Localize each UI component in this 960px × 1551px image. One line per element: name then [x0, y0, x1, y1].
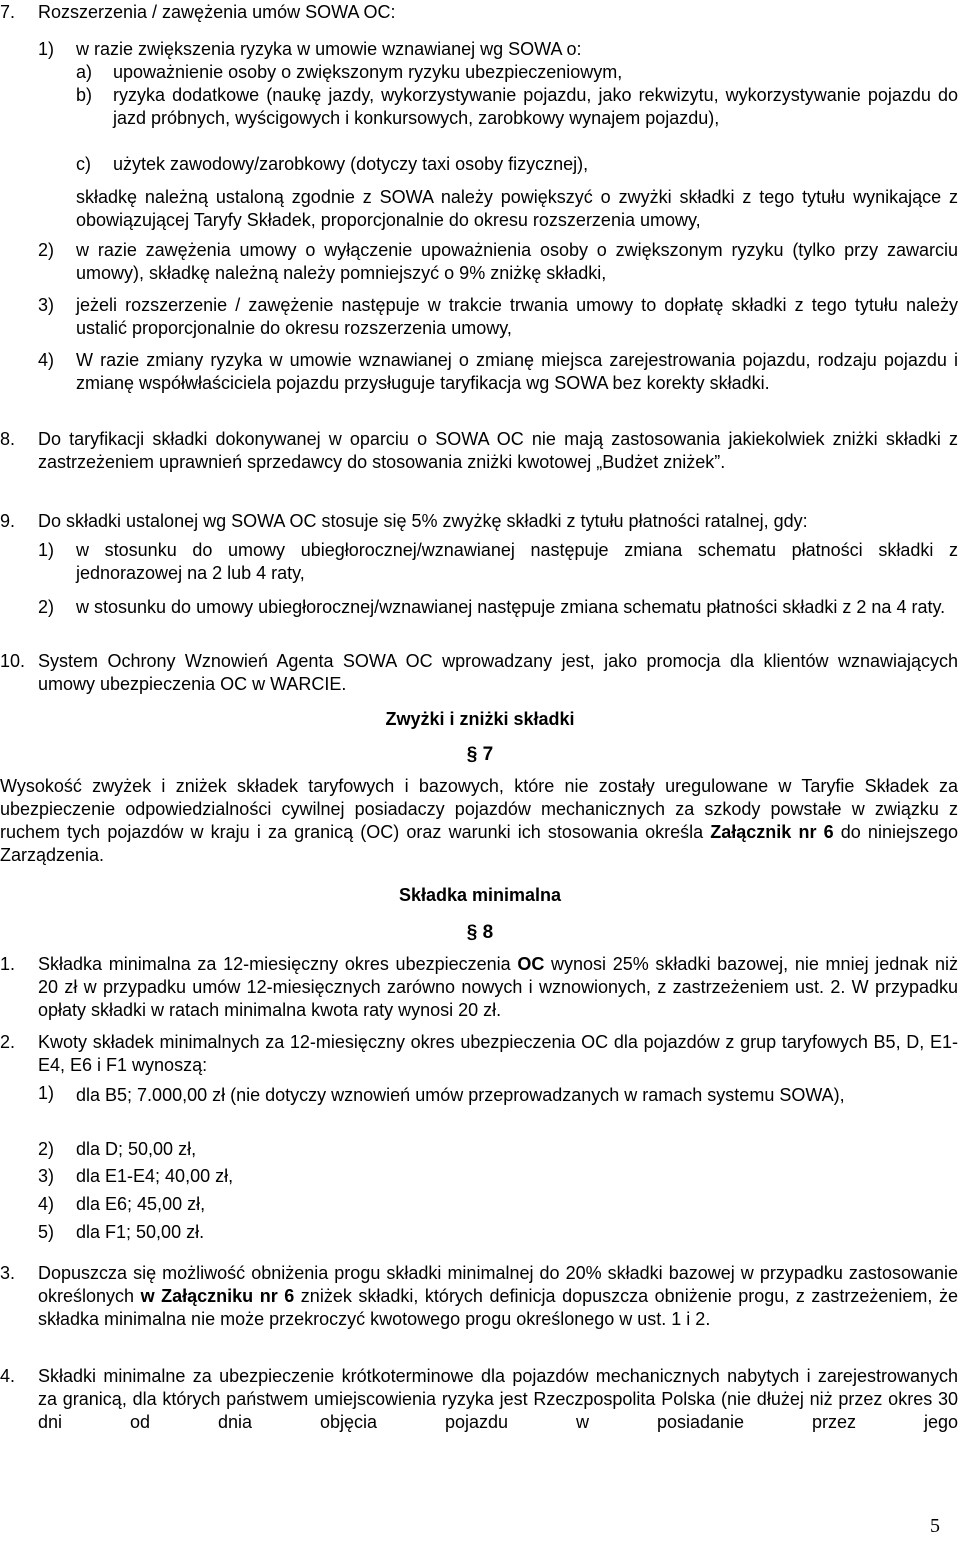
item-number: 8.: [0, 429, 16, 449]
paragraph-7-2: w razie zawężenia umowy o wyłączenie upoważnienia osoby o zwiększonym ryzyku (tylko przy zawarciu umowy), składkę należną należy pomniejszyć o 9% zniżkę składki,: [76, 240, 958, 283]
paragraph-s8-2-3: dla E1-E4; 40,00 zł,: [76, 1166, 234, 1186]
item-number: 5): [38, 1222, 55, 1242]
section-heading: Składka minimalna: [398, 885, 562, 905]
paragraph-8: Do taryfikacji składki dokonywanej w oparciu o SOWA OC nie mają zastosowania jakiekolwiek zniżki składki z zastrzeżeniem uprawnień sprzedawcy do stosowania zniżki kwotowej „Budżet zniżek”.: [38, 429, 958, 472]
section-number: § 7: [466, 744, 494, 765]
paragraph-7-3: jeżeli rozszerzenie / zawężenie następuje w trakcie trwania umowy to dopłatę składki z tego tytułu należy ustalić proporcjonalnie do okresu rozszerzenia umowy,: [76, 295, 958, 338]
item-number: 9.: [0, 511, 16, 531]
paragraph-9: Do składki ustalonej wg SOWA OC stosuje się 5% zwyżkę składki z tytułu płatności ratalnej, gdy:: [38, 511, 808, 531]
paragraph-10: System Ochrony Wznowień Agenta SOWA OC wprowadzany jest, jako promocja dla klientów wznawiających umowy ubezpieczenia OC w WARCIE.: [38, 651, 958, 694]
item-number: 7.: [0, 2, 16, 22]
section-heading: Zwyżki i zniżki składki: [385, 709, 575, 729]
paragraph-9-1: w stosunku do umowy ubiegłorocznej/wznawianej następuje zmiana schematu płatności składki z jednorazowej na 2 lub 4 raty,: [76, 540, 958, 583]
item-number: 2): [38, 597, 55, 617]
paragraph-7-1: w razie zwiększenia ryzyka w umowie wznawianej wg SOWA o:: [76, 39, 582, 59]
paragraph-7-title: Rozszerzenia / zawężenia umów SOWA OC:: [38, 2, 396, 22]
paragraph-7-4: W razie zmiany ryzyka w umowie wznawianej o zmianę miejsca zarejestrowania pojazdu, rodzaju pojazdu i zmianę współwłaściciela pojazdu przysługuje taryfikacja wg SOWA bez korekty składki.: [76, 350, 958, 393]
item-letter: b): [76, 85, 93, 105]
section-number: § 8: [466, 922, 494, 943]
item-number: 2): [38, 1139, 55, 1159]
item-letter: c): [76, 154, 91, 174]
item-number: 4.: [0, 1366, 16, 1386]
item-number: 1): [38, 39, 55, 59]
item-number: 2.: [0, 1032, 16, 1052]
paragraph-s7: Wysokość zwyżek i zniżek składek taryfowych i bazowych, które nie zostały uregulowane w Taryfie Składek za ubezpieczenie odpowiedzialności cywilnej posiadaczy pojazdów mechanicznych za szkody powstałe w związku z ruchem tych pojazdów w kraju i za granicą (OC) oraz warunki ich stosowania określa Załącznik nr 6 do niniejszego Zarządzenia.: [0, 776, 958, 865]
item-number: 3): [38, 1166, 55, 1186]
paragraph-s8-2-1: dla B5; 7.000,00 zł (nie dotyczy wznowień umów przeprowadzanych w ramach systemu SOWA),: [76, 1085, 845, 1105]
paragraph-s8-2-5: dla F1; 50,00 zł.: [76, 1222, 205, 1242]
paragraph-s8-4: Składki minimalne za ubezpieczenie krótkoterminowe dla pojazdów mechanicznych nabytych i zarejestrowanych za granicą, dla których państwem umiejscowienia ryzyka jest Rzeczpospolita Polska (nie dłużej niż przez okres 30 dni od dnia objęcia pojazdu w posiadanie przez jego: [38, 1366, 958, 1432]
paragraph-7-1-tail: składkę należną ustaloną zgodnie z SOWA należy powiększyć o zwyżki składki z tego tytułu wynikające z obowiązującej Taryfy Składek, proporcjonalnie do okresu rozszerzenia umowy,: [76, 187, 958, 230]
item-number: 1): [38, 1083, 55, 1103]
item-letter: a): [76, 62, 93, 82]
item-number: 2): [38, 240, 55, 260]
item-number: 10.: [0, 651, 26, 671]
paragraph-7-1-a: upoważnienie osoby o zwiększonym ryzyku ubezpieczeniowym,: [113, 62, 623, 82]
page-number: 5: [930, 1515, 940, 1537]
paragraph-s8-2: Kwoty składek minimalnych za 12-miesięczny okres ubezpieczenia OC dla pojazdów z grup taryfowych B5, D, E1-E4, E6 i F1 wynoszą:: [38, 1032, 958, 1075]
item-number: 3): [38, 295, 55, 315]
paragraph-9-2: w stosunku do umowy ubiegłorocznej/wznawianej następuje zmiana schematu płatności składki z 2 na 4 raty.: [76, 597, 946, 617]
item-number: 3.: [0, 1263, 16, 1283]
paragraph-s8-2-2: dla D; 50,00 zł,: [76, 1139, 197, 1159]
paragraph-s8-3: Dopuszcza się możliwość obniżenia progu składki minimalnej do 20% składki bazowej w przypadku zastosowanie określonych w Załączniku nr 6 zniżek składki, których definicja dopuszcza obniżenie progu, z zastrzeżeniem, że składka minimalna nie może przekroczyć kwotowego progu określonego w ust. 1 i 2.: [38, 1263, 958, 1329]
item-number: 1): [38, 540, 55, 560]
attachment-reference: Załącznik nr 6: [710, 822, 834, 842]
paragraph-7-1-c: użytek zawodowy/zarobkowy (dotyczy taxi osoby fizycznej),: [113, 154, 589, 174]
item-number: 4): [38, 350, 55, 370]
item-number: 1.: [0, 954, 16, 974]
paragraph-7-1-b: ryzyka dodatkowe (naukę jazdy, wykorzystywanie pojazdu, jako rekwizytu, wykorzystywanie pojazdu do jazd próbnych, wyścigowych i konkursowych, zarobkowy wynajem pojazdu),: [113, 85, 958, 128]
item-number: 4): [38, 1194, 55, 1214]
paragraph-s8-2-4: dla E6; 45,00 zł,: [76, 1194, 206, 1214]
paragraph-s8-1: Składka minimalna za 12-miesięczny okres ubezpieczenia OC wynosi 25% składki bazowej, nie mniej jednak niż 20 zł w przypadku umów 12-miesięcznych zarówno nowych i wznowionych, z zastrzeżeniem ust. 2. W przypadku opłaty składki w ratach minimalna kwota raty wynosi 20 zł.: [38, 954, 958, 1020]
